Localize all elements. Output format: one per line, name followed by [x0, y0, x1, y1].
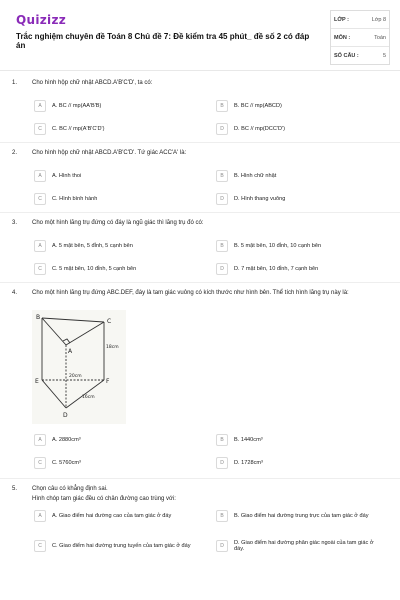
question-1	[12, 80, 392, 132]
prism-figure	[32, 310, 126, 424]
option-text: D. Hình thang vuông	[234, 196, 286, 202]
question-number: 3.	[12, 220, 18, 226]
option-b[interactable]	[216, 510, 381, 522]
meta-row-subject	[331, 29, 389, 47]
option-letter-a: A	[34, 240, 46, 252]
question-5	[12, 486, 392, 572]
option-letter-b: B	[216, 510, 228, 522]
question-number: 5.	[12, 486, 18, 492]
option-d[interactable]	[216, 123, 285, 135]
question-subtext: Hình chóp tam giác đều có chân đường cao trùng với:	[32, 496, 176, 502]
option-letter-a: A	[34, 510, 46, 522]
option-a[interactable]	[34, 434, 81, 446]
option-c[interactable]	[34, 123, 104, 135]
option-letter-b: B	[216, 240, 228, 252]
option-b[interactable]	[216, 100, 282, 112]
dimension-label: 20cm	[69, 374, 82, 379]
question-divider	[0, 478, 400, 479]
worksheet-header	[0, 0, 400, 64]
option-d[interactable]	[216, 263, 318, 275]
meta-value: Toán	[374, 34, 386, 41]
question-3	[12, 220, 392, 272]
option-letter-c: C	[34, 263, 46, 275]
question-text: Cho hình hộp chữ nhật ABCD.A'B'C'D', ta có:	[32, 80, 153, 86]
option-d[interactable]	[216, 457, 263, 469]
vertex-label: A	[68, 348, 73, 355]
meta-row-grade	[331, 11, 389, 29]
worksheet-title: Trắc nghiệm chuyên đề Toán 8 Chủ đề 7: Đề kiểm tra 45 phút_ đề số 2 có đáp án	[16, 32, 310, 50]
meta-label: LỚP :	[334, 16, 349, 23]
question-divider	[0, 142, 400, 143]
dimension-label: 18cm	[106, 345, 119, 350]
option-text: B. Hình chữ nhật	[234, 173, 277, 179]
vertex-label: F	[106, 378, 110, 385]
option-letter-b: B	[216, 100, 228, 112]
option-letter-d: D	[216, 540, 228, 552]
option-text: A. 5 mặt bên, 5 đỉnh, 5 cạnh bên	[52, 243, 133, 249]
option-c[interactable]	[34, 457, 81, 469]
option-text: B. Giao điểm hai đường trung trực của tam giác ở đáy	[234, 513, 369, 519]
vertex-label: D	[63, 412, 68, 419]
option-b[interactable]	[216, 434, 263, 446]
option-a[interactable]	[34, 510, 194, 522]
meta-label: MÔN :	[334, 34, 351, 41]
prism-diagram	[32, 310, 126, 424]
option-letter-c: C	[34, 123, 46, 135]
option-text: C. Hình bình hành	[52, 196, 98, 202]
option-letter-a: A	[34, 100, 46, 112]
vertex-label: C	[107, 318, 112, 325]
option-text: A. BC // mp(AA'B'B)	[52, 103, 102, 109]
option-text: D. BC // mp(DCC'D')	[234, 126, 285, 132]
meta-value: 5	[382, 52, 386, 59]
meta-row-count	[331, 47, 389, 64]
option-text: D. 1728cm³	[234, 460, 263, 466]
option-text: B. 5 mặt bên, 10 đỉnh, 10 cạnh bên	[234, 243, 322, 249]
question-number: 1.	[12, 80, 18, 86]
option-a[interactable]	[34, 100, 101, 112]
question-4-options	[12, 430, 392, 464]
question-2	[12, 150, 392, 202]
option-letter-d: D	[216, 123, 228, 135]
option-c[interactable]	[34, 263, 136, 275]
option-letter-d: D	[216, 457, 228, 469]
question-text: Cho một hình lăng trụ đứng có đáy là ngũ giác thì lăng trụ đó có:	[32, 220, 204, 226]
option-a[interactable]	[34, 170, 81, 182]
option-letter-d: D	[216, 193, 228, 205]
quizizz-logo: Quizizz	[16, 13, 67, 27]
meta-label: SỐ CÂU :	[334, 52, 359, 59]
option-letter-a: A	[34, 170, 46, 182]
question-divider	[0, 212, 400, 213]
option-text: C. Giao điểm hai đường trung tuyến của tam giác ở đáy	[52, 543, 191, 549]
option-text: B. BC // mp(ABCD)	[234, 103, 282, 109]
option-text: C. 5 mặt bên, 10 đỉnh, 5 cạnh bên	[52, 266, 137, 272]
option-letter-c: C	[34, 457, 46, 469]
option-text: A. 2880cm³	[52, 437, 81, 443]
option-a[interactable]	[34, 240, 133, 252]
option-letter-c: C	[34, 193, 46, 205]
option-text: A. Hình thoi	[52, 173, 82, 179]
question-text: Cho một hình lăng trụ đứng ABC.DEF, đáy là tam giác vuông có kích thước như hình bên. Thể tích hình lăng trụ này là:	[32, 290, 349, 296]
option-d[interactable]	[216, 193, 285, 205]
vertex-label: E	[35, 378, 39, 385]
question-4	[12, 290, 392, 296]
option-text: B. 1440cm³	[234, 437, 263, 443]
option-letter-b: B	[216, 434, 228, 446]
question-number: 2.	[12, 150, 18, 156]
option-text: A. Giao điểm hai đường cao của tam giác ở đáy	[52, 513, 172, 519]
option-d[interactable]	[216, 540, 381, 552]
option-b[interactable]	[216, 170, 276, 182]
question-divider	[0, 282, 400, 283]
option-letter-b: B	[216, 170, 228, 182]
option-text: C. BC // mp(A'B'C'D')	[52, 126, 105, 132]
header-divider	[0, 70, 400, 71]
meta-value: Lớp 8	[371, 16, 386, 23]
vertex-label: B	[36, 314, 41, 321]
option-letter-a: A	[34, 434, 46, 446]
option-b[interactable]	[216, 240, 321, 252]
option-c[interactable]	[34, 193, 97, 205]
option-text: D. 7 mặt bên, 10 đỉnh, 7 cạnh bên	[234, 266, 319, 272]
option-letter-d: D	[216, 263, 228, 275]
dimension-label: 16cm	[82, 395, 95, 400]
question-number: 4.	[12, 290, 18, 296]
option-letter-c: C	[34, 540, 46, 552]
meta-box	[330, 10, 390, 65]
option-c[interactable]	[34, 540, 194, 552]
option-text: D. Giao điểm hai đường phân giác ngoài của tam giác ở đáy.	[234, 540, 374, 552]
option-text: C. 5760cm³	[52, 460, 81, 466]
question-text: Cho hình hộp chữ nhật ABCD.A'B'C'D'. Tứ giác ACC'A' là:	[32, 150, 187, 156]
question-text: Chọn câu có khẳng định sai.	[32, 486, 108, 492]
